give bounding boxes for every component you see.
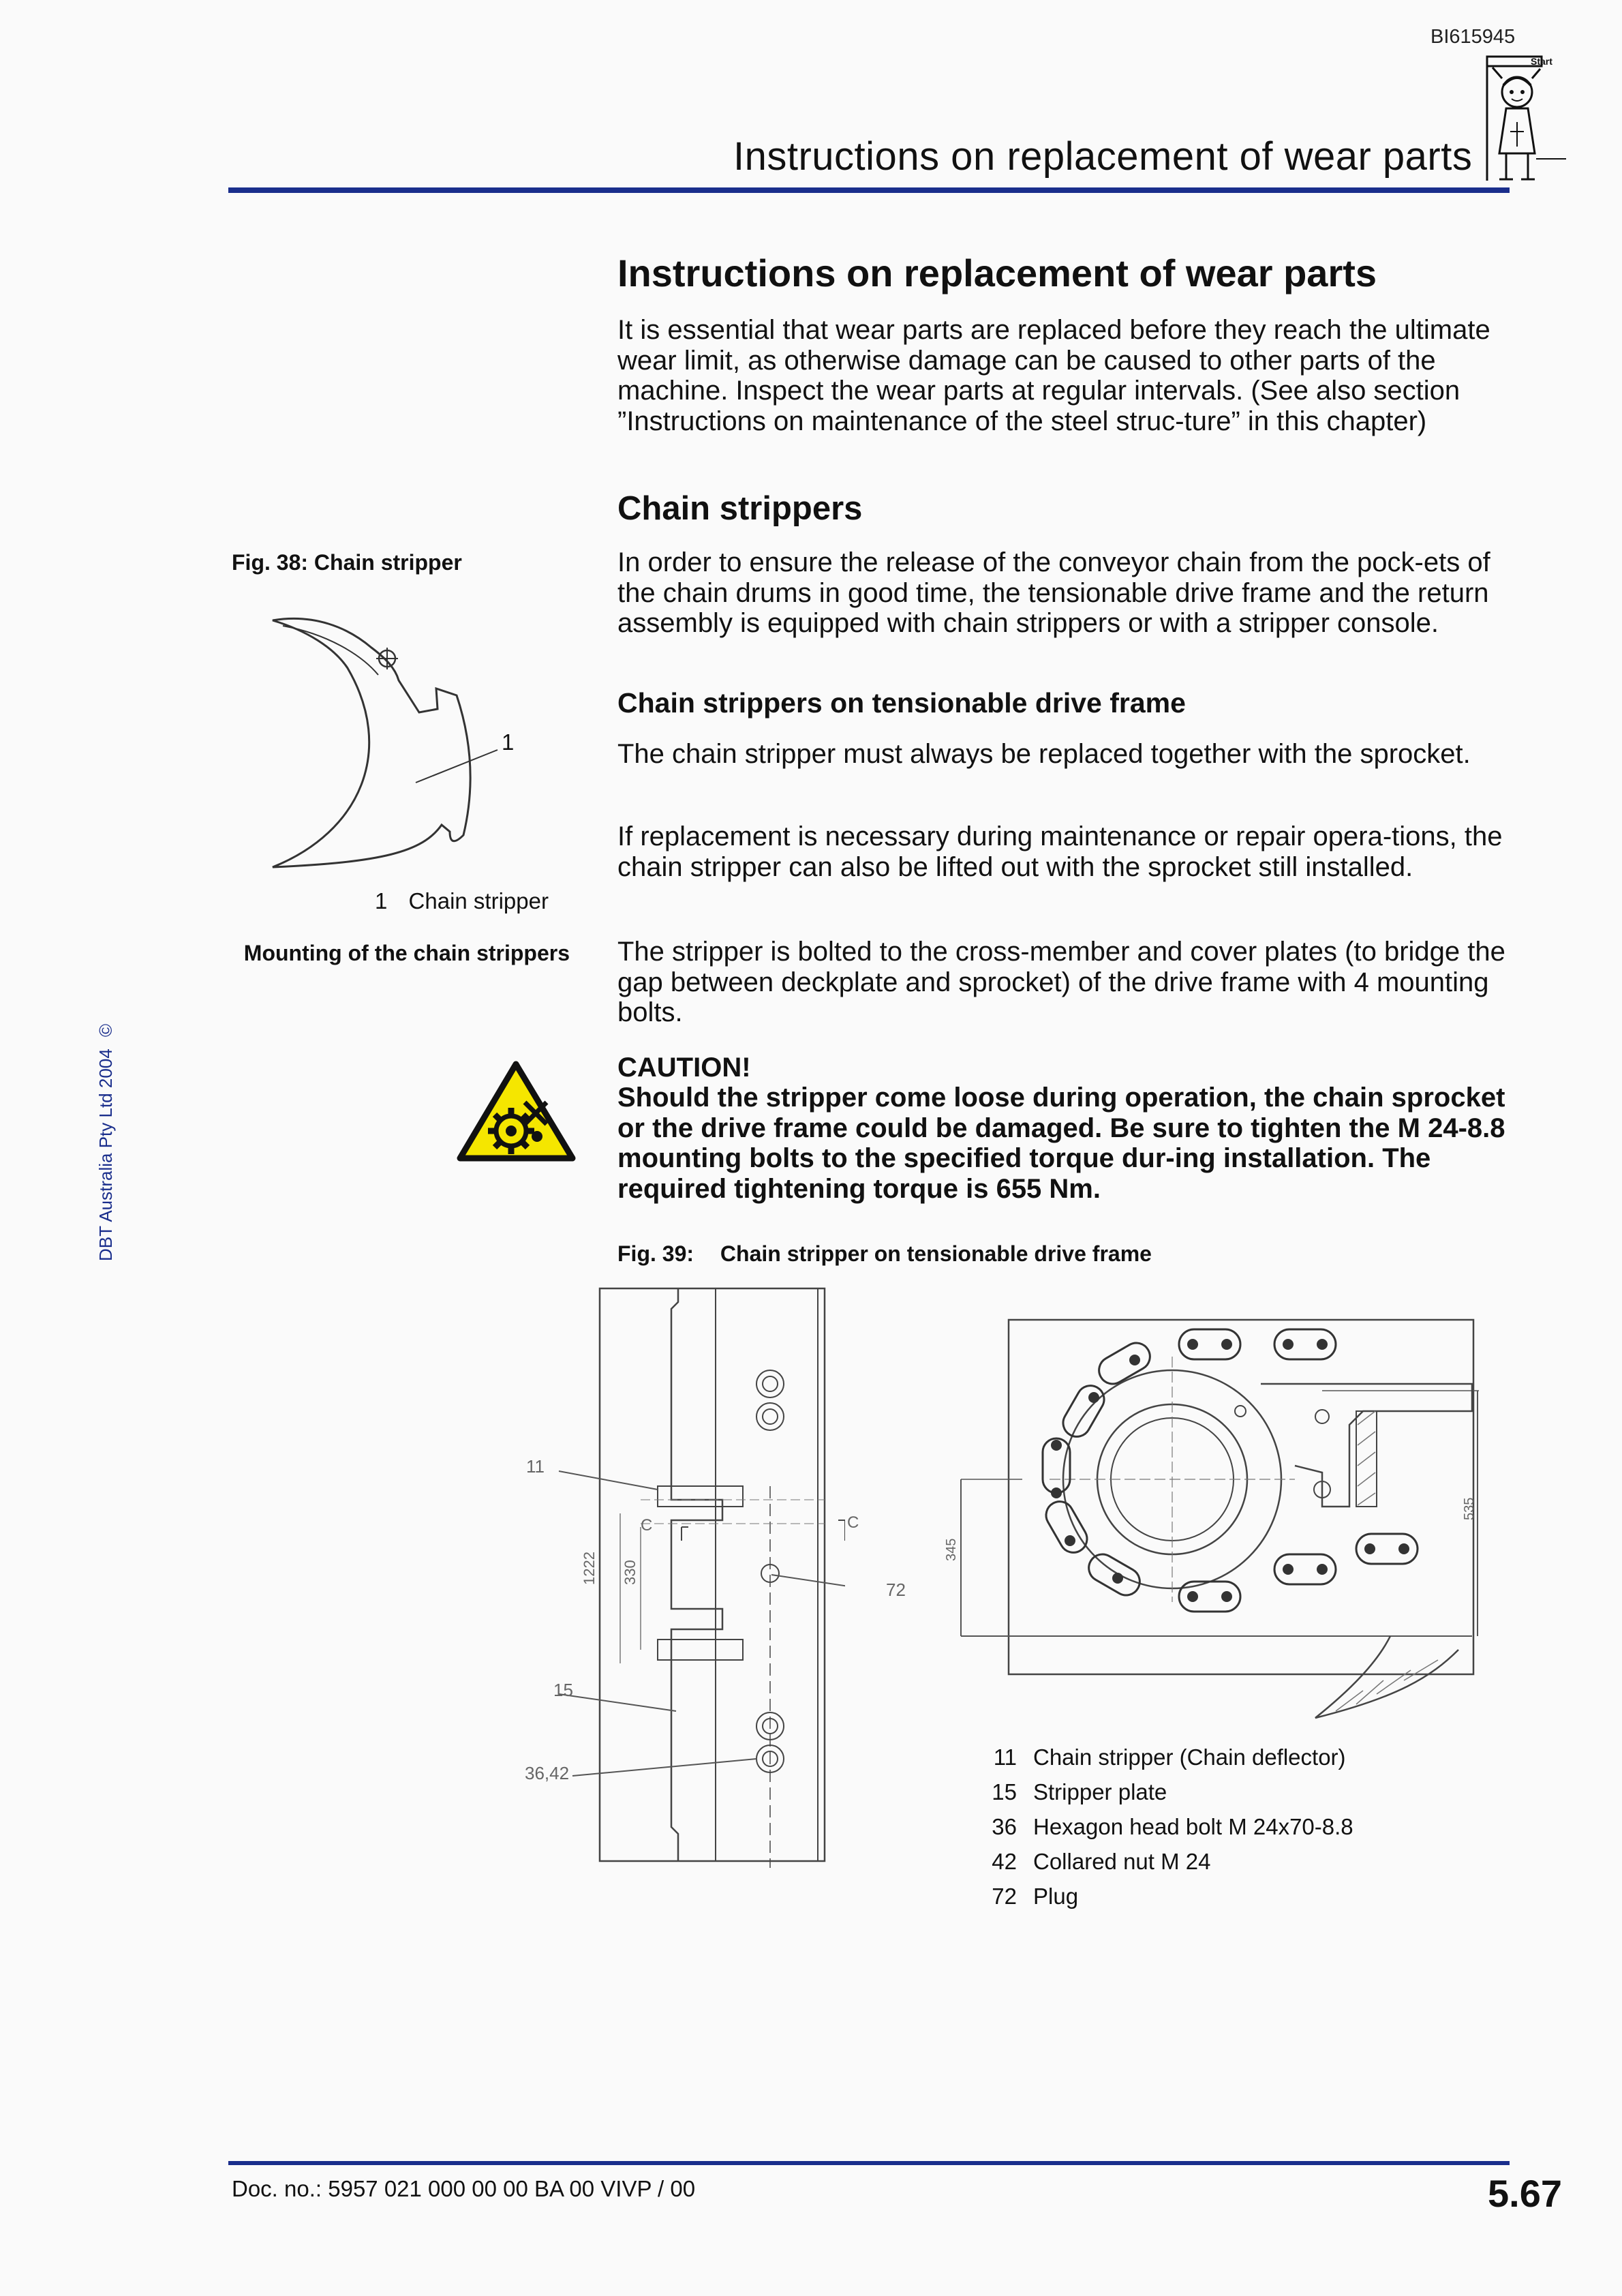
chain-strippers-paragraph: In order to ensure the release of the conveyor chain from the pock-ets of the chain drums in good time, the tensionable drive frame and the return assembly is equipped with chain strippers or with a stripper console.	[617, 547, 1490, 638]
fig39-number: Fig. 39:	[617, 1241, 694, 1266]
fig38-chain-stripper-drawing	[259, 600, 545, 879]
replace-together-paragraph: The chain stripper must always be replaced together with the sprocket.	[617, 739, 1471, 769]
fig39-legend-item	[972, 1879, 1353, 1914]
header-rule	[228, 187, 1510, 193]
fig39-title: Chain stripper on tensionable drive frame	[720, 1241, 1152, 1266]
fig39-dim-1222: 1222	[581, 1552, 598, 1585]
fig39-side-view-drawing	[518, 1282, 845, 1868]
start-icon	[1479, 51, 1567, 187]
start-icon-label: Start	[1531, 56, 1552, 67]
fig39-legend	[972, 1740, 1353, 1914]
fig39-callout-15: 15	[553, 1680, 573, 1700]
fig39-legend-label: Plug	[1033, 1884, 1079, 1909]
document-id: BI615945	[1430, 26, 1516, 48]
warning-gear-icon	[457, 1060, 576, 1162]
intro-paragraph: It is essential that wear parts are replaced before they reach the ultimate wear limit, as otherwise damage can be caused to other parts of the machine. Inspect the wear parts at regular intervals. (See also section ”Instructions on maintenance of the steel struc-ture” in this chapter)	[617, 315, 1490, 436]
subheading-tensionable-drive-frame: Chain strippers on tensionable drive frame	[617, 687, 1186, 719]
fig38-callout-1: 1	[502, 729, 515, 755]
fig39-callout-c-right: C	[847, 1513, 859, 1532]
fig39-legend-item	[972, 1774, 1353, 1809]
fig39-callout-36-42: 36,42	[525, 1763, 570, 1783]
fig39-dim-330: 330	[622, 1560, 639, 1585]
lift-out-paragraph: If replacement is necessary during maintenance or repair opera-tions, the chain stripper can also be lifted out with the sprocket still installed.	[617, 821, 1503, 882]
fig39-legend-number: 72	[992, 1884, 1017, 1909]
page-title: Instructions on replacement of wear parts	[617, 252, 1377, 294]
fig39-legend-number: 36	[992, 1814, 1017, 1839]
fig39-dim-345: 345	[944, 1538, 959, 1561]
fig39-callout-c-left: C	[641, 1516, 653, 1535]
section-heading-chain-strippers: Chain strippers	[617, 490, 863, 527]
caution-text: Should the stripper come loose during operation, the chain sprocket or the drive frame could be damaged. Be sure to tighten the M 24-8.8 mounting bolts to the specified torque dur-ing installation. The required tightening torque is 655 Nm.	[617, 1083, 1505, 1204]
fig39-legend-label: Collared nut M 24	[1033, 1849, 1211, 1874]
copyright-text: DBT Australia Pty Ltd 2004	[95, 1048, 116, 1261]
fig38-legend	[375, 888, 549, 914]
copyright-notice	[95, 1024, 117, 1261]
fig39-legend-number: 42	[992, 1849, 1017, 1874]
fig38-caption	[232, 550, 462, 575]
fig38-number: Fig. 38:	[232, 550, 309, 575]
fig38-legend-number: 1	[375, 888, 388, 913]
fig38-legend-label: Chain stripper	[408, 888, 549, 913]
footer-doc-number: Doc. no.: 5957 021 000 00 00 BA 00 VIVP / 00	[232, 2176, 696, 2201]
fig39-callout-72: 72	[886, 1580, 906, 1600]
bolted-paragraph: The stripper is bolted to the cross-member and cover plates (to bridge the gap between deckplate and sprocket) of the drive frame with 4 mounting bolts.	[617, 937, 1505, 1027]
fig39-legend-label: Chain stripper (Chain deflector)	[1033, 1744, 1346, 1770]
fig38-title: Chain stripper	[313, 550, 462, 575]
footer-rule	[228, 2161, 1510, 2165]
fig39-legend-number: 15	[992, 1779, 1017, 1804]
copyright-symbol: ©	[95, 1023, 116, 1038]
fig39-legend-item	[972, 1740, 1353, 1774]
fig39-sprocket-drawing	[940, 1309, 1486, 1732]
fig39-caption	[617, 1241, 1152, 1267]
fig39-legend-number: 11	[993, 1744, 1017, 1770]
caution-label: CAUTION!	[617, 1053, 751, 1083]
fig39-callout-11: 11	[526, 1456, 545, 1477]
mounting-note: Mounting of the chain strippers	[243, 941, 570, 965]
page-number: 5.67	[1488, 2172, 1562, 2215]
fig39-legend-item	[972, 1844, 1353, 1879]
fig39-legend-label: Stripper plate	[1033, 1779, 1167, 1804]
fig39-legend-label: Hexagon head bolt M 24x70-8.8	[1033, 1814, 1353, 1839]
fig39-legend-item	[972, 1809, 1353, 1844]
fig39-dim-535: 535	[1462, 1497, 1477, 1520]
header-title: Instructions on replacement of wear parts	[733, 134, 1473, 179]
